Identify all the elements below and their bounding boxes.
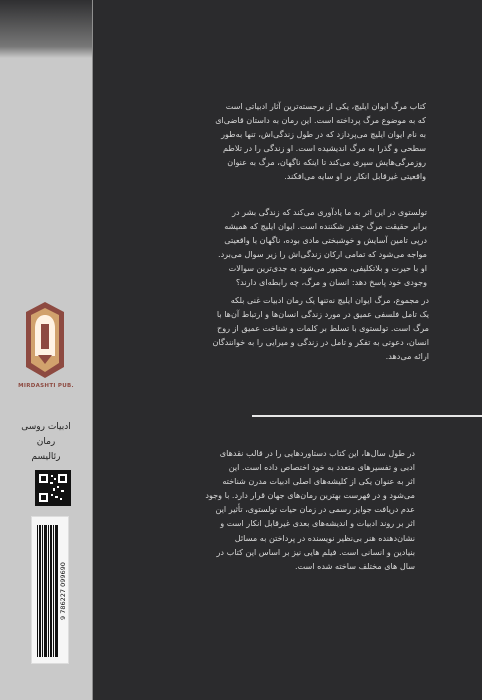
text-line: یک تامل فلسفی عمیق در مورد زندگی انسان‌ها و ارتباط آن‌ها با (216, 309, 429, 320)
text-line: ادبی و تفسیرهای متعدد به خود اختصاص داده است. این (228, 462, 415, 473)
text-line: سطحی و گذرا به مرگ اندیشیده است. او زندگی را در تلاطم (223, 143, 426, 154)
text-line: اثر بر روند ادبیات و اندیشه‌های بعدی غیرقابل انکار است و (220, 518, 415, 529)
category-item: رمان (36, 437, 56, 447)
description-paragraph (149, 293, 429, 363)
text-line: تولستوی در این اثر به ما یادآوری می‌کند که زندگی بشر در (232, 207, 427, 217)
category-item: ادبیات روسی (21, 422, 71, 432)
description-paragraph (164, 99, 426, 184)
text-line: سال های مختلف ساخته شده است. (295, 560, 415, 571)
text-line: نشان‌دهنده هنر بی‌نظیر نویسنده در پرداختن به مسائل (234, 532, 415, 543)
text-line: می‌شود و در فهرست بهترین رمان‌های جهان قرار دارد. با وجود (205, 490, 415, 501)
text-line: روزمرگی‌هایش سپری می‌کند تا اینکه ناگهان، مرگ به عنوان (227, 157, 426, 168)
text-line: واقعیتی غیرقابل انکار بر او سایه می‌افکند. (284, 171, 426, 182)
text-line: ارائه می‌دهد. (385, 351, 429, 362)
text-line: او با حیرت و بلاتکلیفی، مجبور می‌شود به جدی‌ترین سوالات (228, 263, 427, 274)
category-item: رئالیسم (31, 452, 61, 462)
text-line: در مجموع، مرگ ایوان ایلیچ نه‌تنها یک رمان ادبیات غنی بلکه (230, 295, 429, 305)
text-line: در طول سال‌ها، این کتاب دستاوردهایی را در قالب نقدهای (219, 448, 415, 458)
back-cover-text-area (130, 0, 482, 700)
text-line: که به موضوع مرگ پرداخته است. این رمان به داستان قاضی‌ای (215, 115, 426, 126)
spine-categories (8, 420, 84, 465)
spine-top-shadow (0, 0, 92, 58)
section-divider (252, 415, 482, 417)
text-line: اثر به عنوان یکی از کلیشه‌های اصلی ادبیات مدرن شناخته (222, 476, 415, 487)
qr-code (35, 470, 71, 506)
text-line: وجودی خود پاسخ دهد: انسان و مرگ، چه رابطه‌ای دارند؟ (235, 277, 427, 288)
cover-spine (0, 0, 93, 700)
text-line: عدم دریافت جوایز رسمی در زمان حیات تولستوی، تأثیر این (215, 504, 415, 515)
text-line: کتاب مرگ ایوان ایلیچ، یکی از برجسته‌ترین آثار ادبیاتی است (225, 101, 426, 111)
description-paragraph (165, 205, 427, 290)
description-paragraph (145, 446, 415, 573)
text-line: انسان، دعوتی به تفکر و تامل در زندگی و میرایی را به خوانندگان (212, 337, 429, 348)
text-line: درپی تامین آسایش و خوشبختی مادی بوده، ناگهان با واقعیتی (224, 235, 427, 246)
text-line: مرگ است. تولستوی با تسلط بر کلمات و شناخت عمیق از روح (217, 323, 429, 334)
text-line: بنیادین و انسانی است. فیلم هایی نیز بر اساس این کتاب در (216, 546, 415, 557)
barcode (31, 516, 69, 664)
barcode-bars (36, 525, 60, 657)
barcode-number: 9 786227 099690 (59, 562, 67, 620)
text-line: به نام ایوان ایلیچ می‌پردازد که در طول زندگی‌اش، تنها به‌طور (221, 129, 426, 140)
text-line: مواجه می‌شود که تمامی ارکان زندگی‌اش را زیر سوال می‌برد. (218, 249, 427, 260)
publisher-logo-label: MIRDASHTI PUB. (18, 383, 74, 389)
text-line: برابر حقیقت مرگ چقدر شکننده است. ایوان ایلیچ که همیشه (224, 221, 427, 232)
publisher-logo (20, 300, 70, 380)
